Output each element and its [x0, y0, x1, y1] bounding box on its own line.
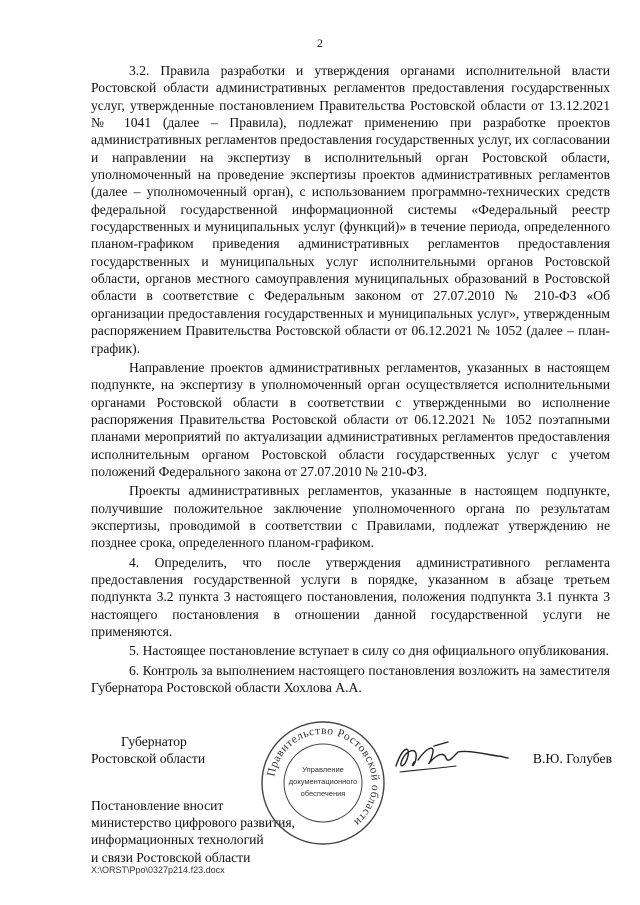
file-path: X:\ORST\Ppo\0327p214.f23.docx — [91, 865, 225, 875]
paragraph-4: 4. Определить, что после утверждения административного регламента предоставления государственной услуги в порядке, указанном в абзаце третьем подпункта 3.2 пункта 3 настоящего постановления, положения подпункта 3.1 пункта 3 настоящего постановления в отношении данной государственной услуги не применяются. — [91, 554, 610, 639]
page-number: 2 — [317, 36, 323, 50]
position-region: Ростовской области — [91, 751, 206, 766]
stamp-center-line: документационного — [288, 777, 358, 786]
stamp-ring-text: Правительство Ростовской области — [265, 724, 382, 829]
note-line: информационных технологий — [91, 832, 264, 848]
note-line: министерство цифрового развития, — [91, 815, 295, 831]
stamp-center-line: Управление — [302, 765, 344, 774]
paragraph-6: 6. Контроль за выполнением настоящего постановления возложить на заместителя Губернатора Ростовской области Хохлова А.А. — [91, 662, 610, 696]
stamp-center-line: обеспечения — [300, 789, 346, 798]
paragraph-5: 5. Настоящее постановление вступает в силу со дня официального опубликования. — [129, 643, 610, 659]
position-title: Губернатор — [121, 734, 187, 749]
handwritten-signature — [388, 736, 510, 780]
note-line: Постановление вносит — [91, 798, 224, 813]
paragraph-approval: Проекты административных регламентов, указанные в настоящем подпункте, получившие положительное заключение уполномоченного органа по результатам экспертизы, проводимой в соответствии с Правилами, подлежат утверждению не позднее срока, определенного планом-графиком. — [91, 483, 610, 551]
document-body — [91, 62, 610, 698]
official-stamp — [258, 718, 388, 848]
paragraph-submission: Направление проектов административных регламентов, указанных в настоящем подпункте, на экспертизу в уполномоченный орган осуществляется исполнительными органами Ростовской области в соответствии с утвержденными во исполнение распоряжения Правительства Ростовской области от 06.12.2021 № 1052 поэтапными планами мероприятий по актуализации административных регламентов предоставления исполнительным органом Ростовской области государственных услуг с учетом положений Федерального закона от 27.07.2010 № 210-ФЗ. — [91, 359, 610, 479]
signer-name: В.Ю. Голубев — [532, 751, 612, 766]
note-line: и связи Ростовской области — [91, 849, 251, 865]
paragraph-3-2: 3.2. Правила разработки и утверждения органами исполнительной власти Ростовской области административных регламентов предоставления государственных услуг, утвержденные постановлением Правительства Ростовской области от 13.12.2021 № 1041 (далее – Правила), подлежат применению при разработке проектов административных регламентов предоставления государственных услуг, их согласовании и направлении на экспертизу в исполнительный орган Ростовской области, уполномоченный на проведение экспертизы проектов административных регламентов (далее – уполномоченный орган), с использованием программно-технических средств федеральной государственной информационной системы «Федеральный реестр государственных и муниципальных услуг (функций)» в течение периода, определенного планом-графиком приведения административных регламентов предоставления государственных и муниципальных услуг исполнительными органов Ростовской области, органов местного самоуправления муниципальных образований в Ростовской области в соответствие с Федеральным законом от 27.07.2010 № 210-ФЗ «Об организации предоставления государственных и муниципальных услуг», утвержденным распоряжением Правительства Ростовской области от 06.12.2021 № 1052 (далее – план-график). — [91, 63, 610, 356]
